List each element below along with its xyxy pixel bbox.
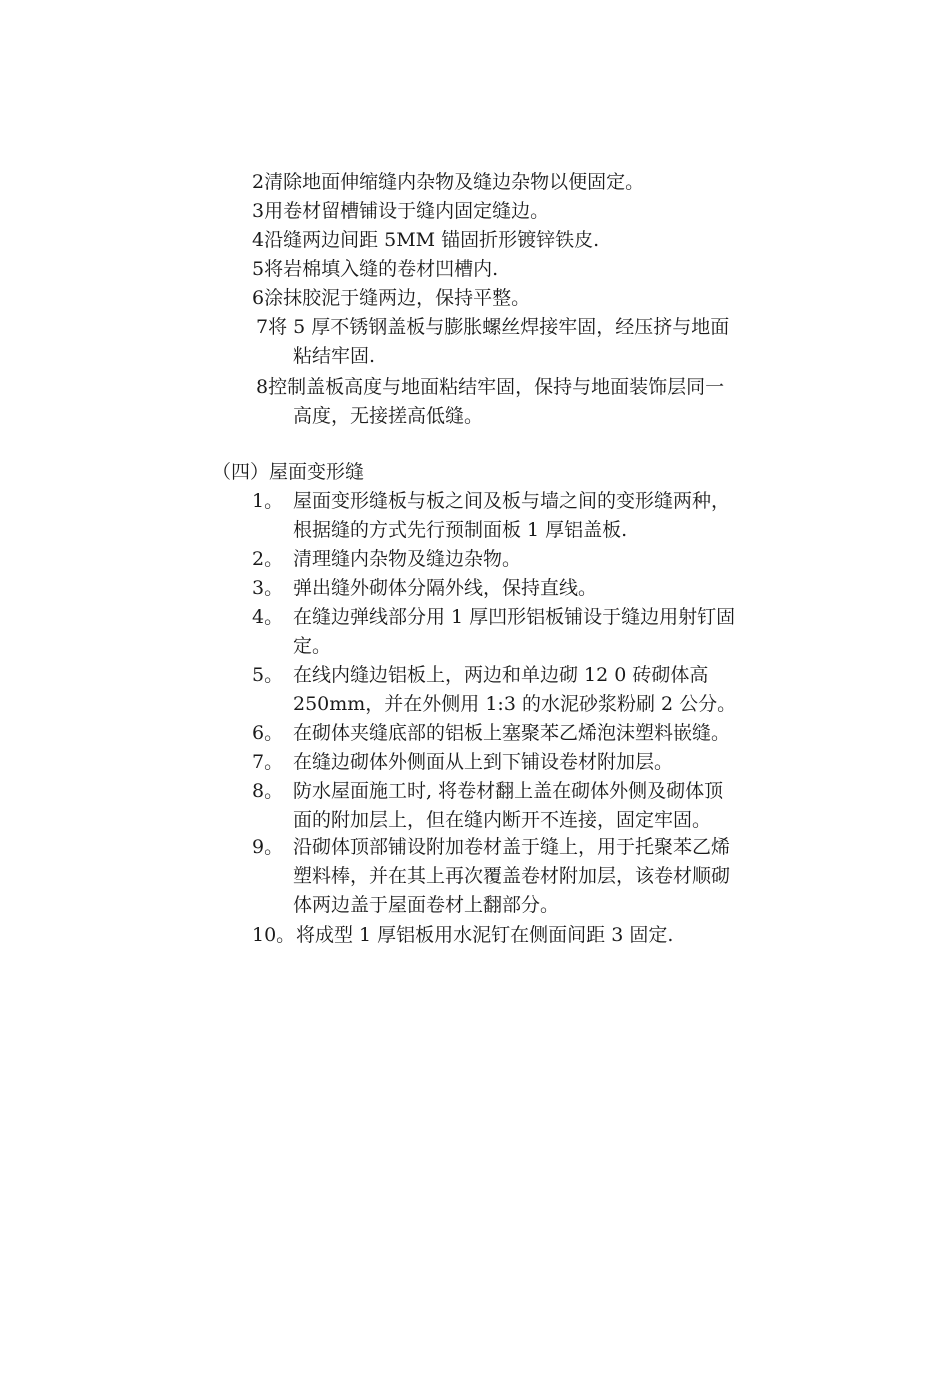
step-line (252, 226, 599, 255)
item-number: 3。 (252, 577, 284, 599)
item-text: 弹出缝外砌体分隔外线，保持直线。 (293, 577, 598, 599)
item-text: 沿砌体顶部铺设附加卷材盖于缝上，用于托聚苯乙烯 (293, 836, 731, 858)
item-text: 在线内缝边铝板上，两边和单边砌 12 0 砖砌体高 (293, 664, 709, 686)
item-number: 4。 (252, 606, 284, 628)
step-number: 6 (252, 287, 265, 309)
step-line-continuation (293, 402, 483, 431)
step-line (256, 313, 729, 342)
step-text: 控制盖板高度与地面粘结牢固，保持与地面装饰层同一 (268, 376, 725, 398)
item-number: 5。 (252, 664, 284, 686)
item-text: 防水屋面施工时, 将卷材翻上盖在砌体外侧及砌体顶 (293, 780, 724, 802)
item-text: 250mm，并在外侧用 1:3 的水泥砂浆粉刷 2 公分。 (293, 693, 737, 715)
item-text: 在缝边弹线部分用 1 厚凹形铝板铺设于缝边用射钉固 (293, 606, 736, 628)
item-text: 定。 (293, 635, 332, 657)
step-text: 将岩棉填入缝的卷材凹槽内. (264, 258, 499, 280)
item-text: 在缝边砌体外侧面从上到下铺设卷材附加层。 (293, 751, 674, 773)
step-number: 3 (252, 200, 265, 222)
step-text: 清除地面伸缩缝内杂物及缝边杂物以便固定。 (264, 171, 645, 193)
step-text: 高度，无接搓高低缝。 (293, 405, 484, 427)
item-text: 塑料棒，并在其上再次覆盖卷材附加层，该卷材顺砌 (293, 865, 731, 887)
step-line (252, 284, 530, 313)
item-number: 7。 (252, 751, 284, 773)
step-line (252, 168, 644, 197)
item-number: 10。 (252, 924, 296, 946)
item-number: 2。 (252, 548, 284, 570)
item-text: 体两边盖于屋面卷材上翻部分。 (293, 894, 560, 916)
step-number: 2 (252, 171, 265, 193)
item-number: 9。 (252, 836, 284, 858)
item-text: 清理缝内杂物及缝边杂物。 (293, 548, 522, 570)
step-number: 8 (256, 376, 269, 398)
item-text: 屋面变形缝板与板之间及板与墙之间的变形缝两种， (293, 490, 731, 512)
step-line (256, 373, 724, 402)
step-text: 将 5 厚不锈钢盖板与膨胀螺丝焊接牢固，经压挤与地面 (268, 316, 730, 338)
step-line (252, 255, 498, 284)
step-number: 7 (256, 316, 269, 338)
item-text: 在砌体夹缝底部的铝板上塞聚苯乙烯泡沫塑料嵌缝。 (293, 722, 731, 744)
item-text: 将成型 1 厚铝板用水泥钉在侧面间距 3 固定. (296, 924, 674, 946)
step-text: 涂抹胶泥于缝两边，保持平整。 (264, 287, 531, 309)
step-text: 粘结牢固. (293, 345, 376, 367)
item-text: 面的附加层上，但在缝内断开不连接，固定牢固。 (293, 809, 712, 831)
item-number: 1。 (252, 490, 284, 512)
step-text: 用卷材留槽铺设于缝内固定缝边。 (264, 200, 550, 222)
item-number: 8。 (252, 780, 284, 802)
step-line (252, 197, 549, 226)
step-number: 5 (252, 258, 265, 280)
step-number: 4 (252, 229, 265, 251)
item-text: 根据缝的方式先行预制面板 1 厚铝盖板. (293, 519, 628, 541)
step-text: 沿缝两边间距 5MM 锚固折形镀锌铁皮. (264, 229, 600, 251)
step-line-continuation (293, 342, 375, 371)
item-number: 6。 (252, 722, 284, 744)
section-heading: （四）屋面变形缝 (212, 461, 365, 483)
